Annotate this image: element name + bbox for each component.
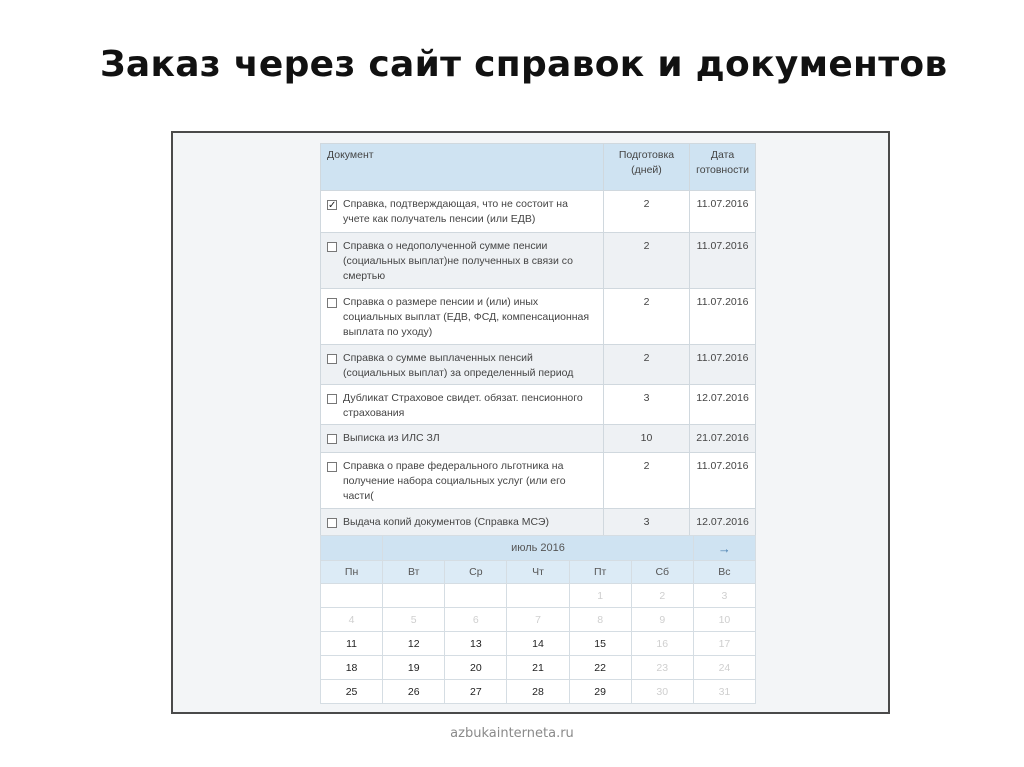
table-row[interactable] [321,345,756,385]
calendar-day[interactable]: 15 [569,632,631,656]
document-checkbox[interactable] [327,298,337,308]
weekday-label: Пт [569,561,631,584]
table-row[interactable] [321,233,756,289]
document-name: Дубликат Страховое свидет. обязат. пенсионного страхования [343,392,583,419]
preparation-days-cell: 2 [603,453,689,509]
calendar-day: 3 [693,584,755,608]
calendar-empty-cell [445,584,507,608]
calendar-empty-cell [507,584,569,608]
calendar-day[interactable]: 18 [321,656,383,680]
calendar-day: 31 [693,680,755,704]
weekday-label: Сб [631,561,693,584]
document-checkbox[interactable] [327,394,337,404]
documents-table-body [321,191,756,537]
document-checkbox[interactable] [327,518,337,528]
ready-date-cell: 11.07.2016 [690,453,756,509]
calendar-day[interactable]: 11 [321,632,383,656]
calendar-day[interactable]: 27 [445,680,507,704]
calendar-prev-slot [321,536,383,561]
document-name: Справка о сумме выплаченных пенсий (социальных выплат) за определенный период [343,352,574,379]
documents-table [320,143,756,537]
ready-date-cell: 21.07.2016 [690,425,756,453]
calendar-day[interactable]: 21 [507,656,569,680]
calendar-day: 7 [507,608,569,632]
calendar-empty-cell [383,584,445,608]
calendar-day[interactable]: 14 [507,632,569,656]
document-cell [321,453,604,509]
calendar-week-row [321,632,756,656]
preparation-days-cell: 2 [603,345,689,385]
calendar-day[interactable]: 29 [569,680,631,704]
calendar-day: 10 [693,608,755,632]
calendar-day: 4 [321,608,383,632]
calendar-month-label: июль 2016 [383,536,694,561]
calendar-day[interactable]: 22 [569,656,631,680]
ready-date-cell: 11.07.2016 [690,289,756,345]
calendar-day: 6 [445,608,507,632]
calendar-next-arrow-icon[interactable]: → [693,536,755,561]
calendar-header [321,536,756,561]
calendar-day: 24 [693,656,755,680]
document-cell [321,385,604,425]
calendar-day: 30 [631,680,693,704]
document-cell [321,345,604,385]
preparation-days-cell: 3 [603,385,689,425]
weekday-label: Чт [507,561,569,584]
document-checkbox[interactable] [327,462,337,472]
calendar-day: 23 [631,656,693,680]
calendar-weekdays-row [321,561,756,584]
document-checkbox[interactable] [327,242,337,252]
weekday-label: Ср [445,561,507,584]
calendar-day: 5 [383,608,445,632]
calendar-day[interactable]: 26 [383,680,445,704]
calendar-day: 1 [569,584,631,608]
calendar-day[interactable]: 12 [383,632,445,656]
column-header-document: Документ [321,144,604,191]
weekday-label: Вт [383,561,445,584]
slide-title: Заказ через сайт справок и документов [100,44,948,85]
document-name: Справка о размере пенсии и (или) иных социальных выплат (ЕДВ, ФСД, компенсационная выплата по уходу) [343,296,590,338]
table-row[interactable] [321,191,756,233]
table-row[interactable] [321,289,756,345]
calendar-week-row [321,584,756,608]
calendar-day[interactable]: 20 [445,656,507,680]
table-row[interactable] [321,385,756,425]
preparation-days-cell: 10 [603,425,689,453]
calendar-day: 17 [693,632,755,656]
preparation-days-cell: 3 [603,509,689,537]
document-name: Выписка из ИЛС ЗЛ [343,432,440,444]
document-name: Справка о недополученной сумме пенсии (социальных выплат)не полученных в связи со смертью [343,240,573,282]
column-header-ready-date: Дата готовности [690,144,756,191]
weekday-label: Вс [693,561,755,584]
document-name: Справка о праве федерального льготника на получение набора социальных услуг (или его части( [343,460,566,502]
screenshot-frame [171,131,890,714]
document-name: Справка, подтверждающая, что не состоит на учете как получатель пенсии (или ЕДВ) [343,198,568,225]
document-cell [321,289,604,345]
calendar-day[interactable]: 13 [445,632,507,656]
ready-date-cell: 11.07.2016 [690,233,756,289]
table-row[interactable] [321,425,756,453]
calendar-day[interactable]: 25 [321,680,383,704]
table-row[interactable] [321,453,756,509]
ready-date-cell: 11.07.2016 [690,345,756,385]
calendar [320,535,756,704]
preparation-days-cell: 2 [603,191,689,233]
calendar-day: 2 [631,584,693,608]
column-header-preparation-days: Подготовка (дней) [603,144,689,191]
calendar-week-row [321,656,756,680]
document-cell [321,425,604,453]
calendar-week-row [321,608,756,632]
source-caption: azbukainterneta.ru [450,726,574,741]
document-cell [321,233,604,289]
calendar-day[interactable]: 19 [383,656,445,680]
table-row[interactable] [321,509,756,537]
ready-date-cell: 12.07.2016 [690,385,756,425]
document-checkbox[interactable] [327,434,337,444]
document-cell [321,191,604,233]
calendar-day: 16 [631,632,693,656]
calendar-empty-cell [321,584,383,608]
document-checkbox[interactable] [327,354,337,364]
calendar-day: 9 [631,608,693,632]
ready-date-cell: 12.07.2016 [690,509,756,537]
preparation-days-cell: 2 [603,233,689,289]
calendar-week-row [321,680,756,704]
calendar-day[interactable]: 28 [507,680,569,704]
document-name: Выдача копий документов (Справка МСЭ) [343,516,549,528]
weekday-label: Пн [321,561,383,584]
document-checkbox[interactable] [327,200,337,210]
preparation-days-cell: 2 [603,289,689,345]
ready-date-cell: 11.07.2016 [690,191,756,233]
calendar-day: 8 [569,608,631,632]
document-cell [321,509,604,537]
table-header-row [321,144,756,191]
